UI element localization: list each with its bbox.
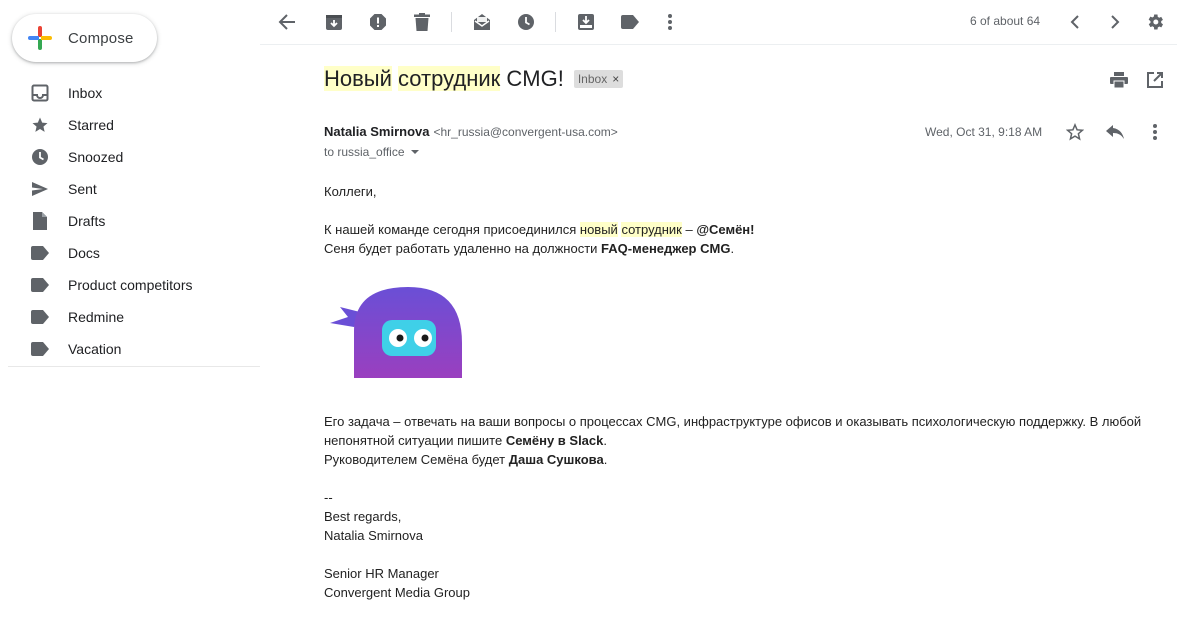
sidebar-item-drafts[interactable] (0, 205, 260, 237)
caret-down-icon (411, 150, 419, 154)
recipients-toggle[interactable] (324, 145, 419, 159)
chevron-left-icon (1070, 15, 1080, 29)
send-icon (30, 179, 50, 199)
sidebar-item-label: Vacation (68, 341, 122, 357)
greeting: Коллеги, (324, 184, 377, 199)
sidebar-item-label: Inbox (68, 85, 103, 101)
signature-regards: Best regards, (324, 509, 402, 524)
clock-icon (30, 147, 50, 167)
body-paragraph-1: К нашей команде сегодня присоединился новый сотрудник – @Семён! (324, 222, 755, 237)
label-icon (30, 243, 50, 263)
archive-icon (325, 13, 343, 31)
toolbar-separator (555, 12, 556, 32)
compose-plus-icon (28, 26, 52, 50)
sidebar-item-label: Sent (68, 181, 97, 197)
sidebar-item-snoozed[interactable] (0, 141, 260, 173)
reply-button[interactable] (1103, 120, 1127, 144)
snooze-button[interactable] (514, 10, 538, 34)
sidebar-nav (0, 77, 260, 365)
sidebar-item-label: Redmine (68, 309, 125, 325)
sidebar-item-docs[interactable] (0, 237, 260, 269)
open-new-window-button[interactable] (1143, 68, 1167, 92)
compose-button[interactable] (12, 14, 157, 62)
clock-icon (517, 13, 535, 31)
sender-email: <hr_russia@convergent-usa.com> (433, 125, 618, 139)
signature-company: Convergent Media Group (324, 585, 470, 600)
sidebar-item-sent[interactable] (0, 173, 260, 205)
chevron-right-icon (1110, 15, 1120, 29)
more-vert-icon (668, 14, 672, 30)
pagination-text: 6 of about 64 (970, 14, 1041, 28)
gear-icon (1145, 12, 1165, 32)
sidebar-item-product-competitors[interactable] (0, 269, 260, 301)
sidebar-divider (8, 366, 260, 367)
email-subject: Новый сотрудник CMG! (324, 66, 564, 91)
draft-icon (30, 211, 50, 231)
sender-name[interactable]: Natalia Smirnova (324, 124, 430, 139)
email-body (324, 182, 1154, 602)
message-more-button[interactable] (1143, 120, 1167, 144)
star-button[interactable] (1063, 120, 1087, 144)
spam-icon (369, 13, 387, 31)
older-button[interactable] (1103, 10, 1127, 34)
recipients-text: to russia_office (324, 145, 405, 159)
sidebar-item-label: Drafts (68, 213, 106, 229)
arrow-left-icon (278, 13, 296, 31)
signature-name: Natalia Smirnova (324, 528, 423, 543)
sidebar-item-starred[interactable] (0, 109, 260, 141)
reply-icon (1106, 125, 1124, 139)
star-outline-icon (1066, 123, 1084, 141)
inbox-icon (30, 83, 50, 103)
mark-unread-button[interactable] (470, 10, 494, 34)
sidebar-item-redmine[interactable] (0, 301, 260, 333)
sidebar-item-label: Docs (68, 245, 100, 261)
sidebar (0, 0, 260, 627)
label-icon (621, 15, 639, 29)
sidebar-item-label: Product competitors (68, 277, 193, 293)
signature-title: Senior HR Manager (324, 566, 439, 581)
body-paragraph-4: Руководителем Семёна будет Даша Сушкова. (324, 452, 608, 467)
labels-button[interactable] (618, 10, 642, 34)
sidebar-item-label: Snoozed (68, 149, 124, 165)
print-icon (1110, 72, 1128, 88)
label-icon (30, 339, 50, 359)
mark-unread-icon (472, 13, 492, 31)
ninja-mascot (326, 283, 476, 403)
move-to-button[interactable] (574, 10, 598, 34)
message-toolbar (260, 0, 1177, 45)
delete-button[interactable] (410, 10, 434, 34)
print-button[interactable] (1107, 68, 1131, 92)
toolbar-separator (451, 12, 452, 32)
star-icon (30, 115, 50, 135)
ninja-mascot-image (324, 258, 1154, 393)
sender-line (324, 124, 618, 139)
inbox-label-text: Inbox (577, 72, 608, 86)
body-paragraph-2: Сеня будет работать удаленно на должности FAQ-менеджер CMG. (324, 241, 735, 256)
settings-button[interactable] (1143, 10, 1167, 34)
inbox-label-chip (574, 70, 623, 88)
body-paragraph-3: Его задача – отвечать на ваши вопросы о процессах CMG, инфраструктуре офисов и оказывать психологическую поддержку. В любой непонятной ситуации пишите Семёну в Slack. (324, 414, 1142, 448)
compose-label: Compose (68, 29, 134, 47)
label-icon (30, 307, 50, 327)
signature-dash: -- (324, 490, 333, 505)
back-button[interactable] (275, 10, 299, 34)
more-vert-icon (1153, 124, 1157, 140)
report-spam-button[interactable] (366, 10, 390, 34)
label-icon (30, 275, 50, 295)
move-to-inbox-icon (577, 13, 595, 31)
sidebar-item-vacation[interactable] (0, 333, 260, 365)
subject-row (324, 66, 623, 92)
sidebar-item-label: Starred (68, 117, 114, 133)
remove-label-button[interactable]: × (612, 72, 620, 86)
more-button[interactable] (658, 10, 682, 34)
newer-button[interactable] (1063, 10, 1087, 34)
sidebar-item-inbox[interactable] (0, 77, 260, 109)
message-date: Wed, Oct 31, 9:18 AM (925, 125, 1043, 139)
open-in-new-icon (1147, 72, 1163, 88)
archive-button[interactable] (322, 10, 346, 34)
trash-icon (414, 13, 430, 31)
